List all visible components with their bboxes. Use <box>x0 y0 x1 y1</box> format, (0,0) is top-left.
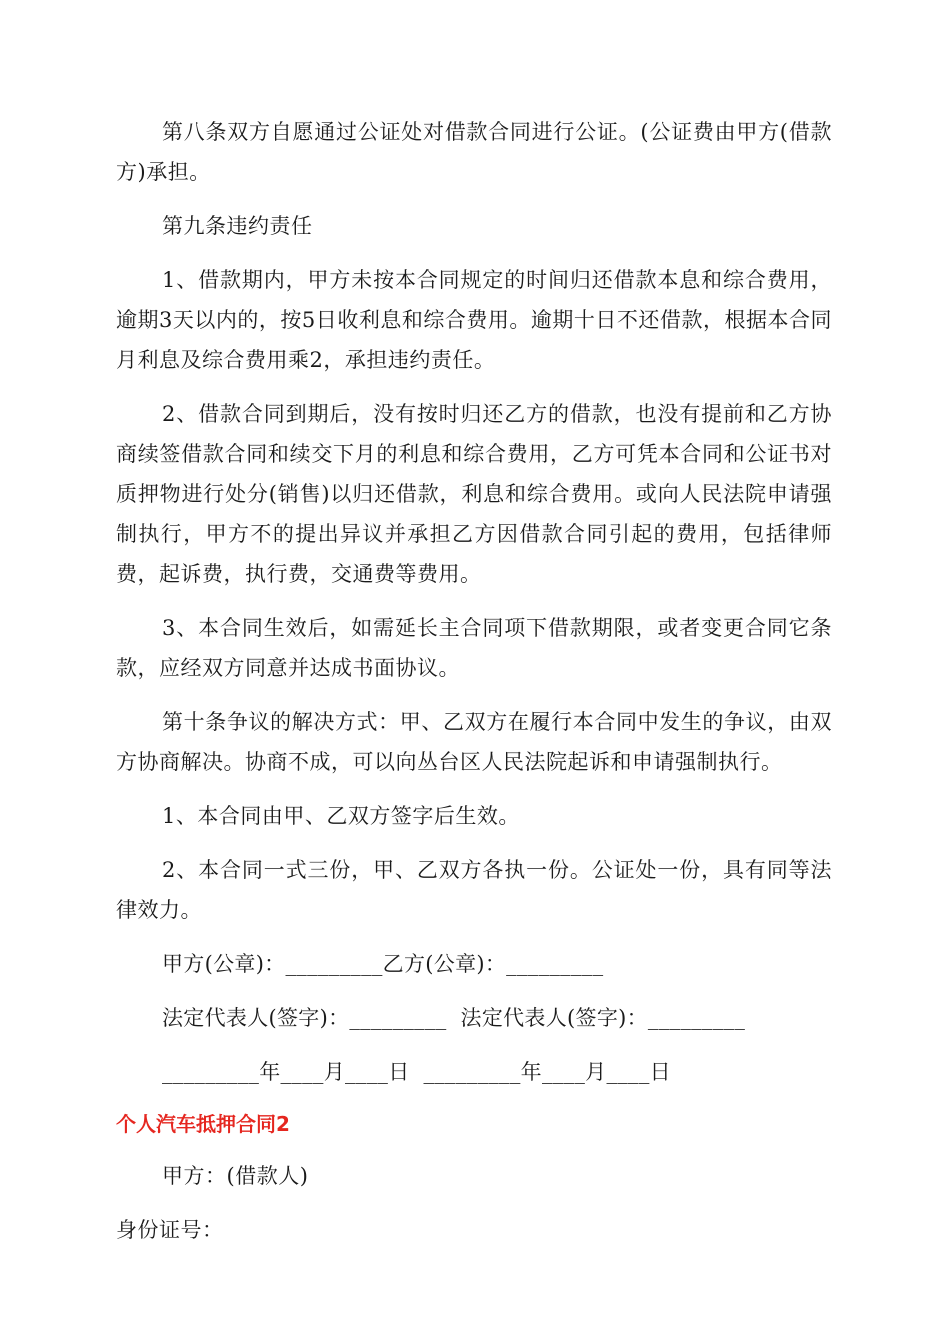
effect-clause-1: 1、本合同由甲、乙双方签字后生效。 <box>162 804 520 828</box>
article-8-paragraph: 第八条双方自愿通过公证处对借款合同进行公证。(公证费由甲方(借款方)承担。 <box>116 120 832 184</box>
article-9-clause-3: 3、本合同生效后，如需延长主合同项下借款期限，或者变更合同它条款，应经双方同意并达成书面协议。 <box>116 616 832 680</box>
date-line: _________年____月____日 _________年____月____日 <box>162 1060 671 1084</box>
party-a-line: 甲方：(借款人) <box>162 1164 309 1188</box>
effect-clause-2: 2、本合同一式三份，甲、乙双方各执一份。公证处一份，具有同等法律效力。 <box>116 858 832 922</box>
article-10-paragraph: 第十条争议的解决方式：甲、乙双方在履行本合同中发生的争议，由双方协商解决。协商不成，可以向丛台区人民法院起诉和申请强制执行。 <box>116 710 832 774</box>
id-number-line: 身份证号： <box>116 1218 224 1242</box>
seal-signature-line: 甲方(公章)：_________乙方(公章)：_________ <box>162 952 604 976</box>
article-9-clause-1: 1、借款期内，甲方未按本合同规定的时间归还借款本息和综合费用，逾期3天以内的，按5日收利息和综合费用。逾期十日不还借款，根据本合同月利息及综合费用乘2，承担违约责任。 <box>116 268 832 372</box>
section-heading: 个人汽车抵押合同2 <box>116 1112 290 1136</box>
article-9-clause-2: 2、借款合同到期后，没有按时归还乙方的借款，也没有提前和乙方协商续签借款合同和续交下月的利息和综合费用，乙方可凭本合同和公证书对质押物进行处分(销售)以归还借款，利息和综合费用。或向人民法院申请强制执行，甲方不的提出异议并承担乙方因借款合同引起的费用，包括律师费，起诉费，执行费，交通费等费用。 <box>116 402 832 586</box>
article-9-title: 第九条违约责任 <box>162 214 313 238</box>
representative-signature-line: 法定代表人(签字)：_________ 法定代表人(签字)：_________ <box>162 1006 746 1030</box>
document-page <box>116 112 832 1250</box>
